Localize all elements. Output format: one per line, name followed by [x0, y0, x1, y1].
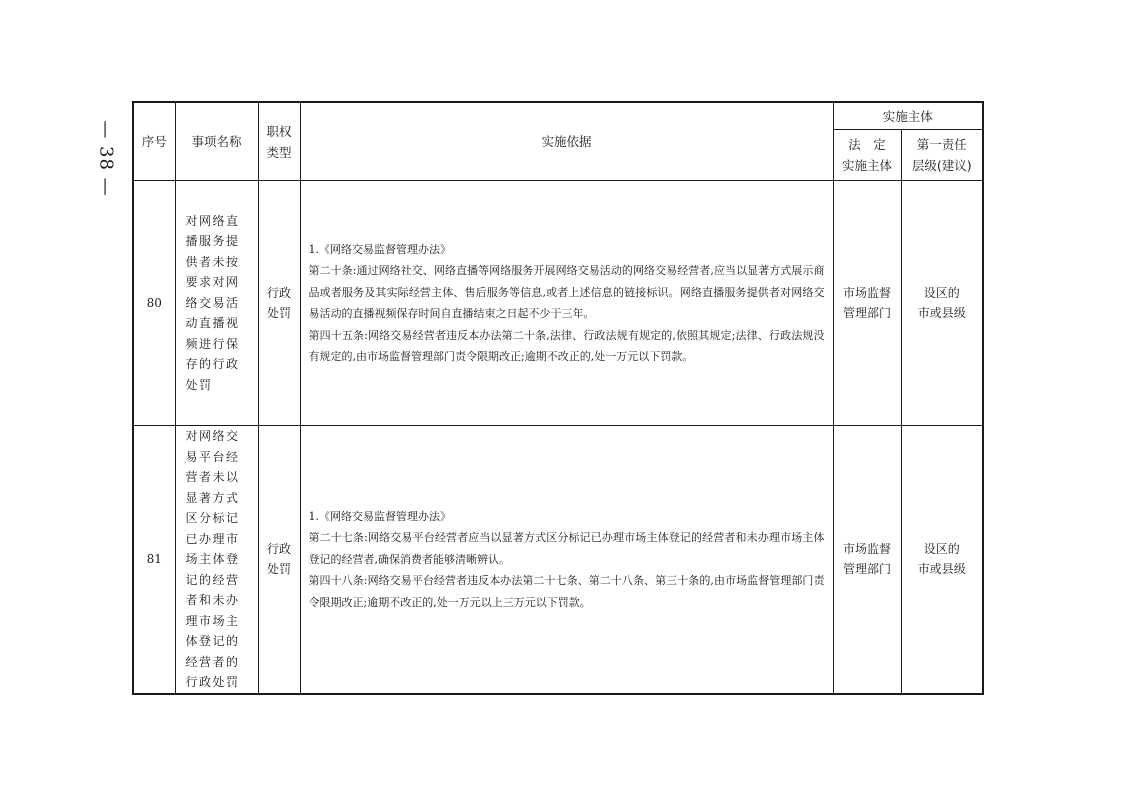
- header-first-responsibility: [901, 130, 983, 181]
- header-legal-subject: [833, 130, 901, 181]
- page-number-text: — 38 —: [95, 119, 117, 197]
- row-first-responsibility: [901, 181, 983, 426]
- row-legal-subject-line1: 市场监督: [842, 286, 891, 300]
- row-legal-subject: [833, 426, 901, 694]
- basis-source: 1.《网络交易监督管理办法》: [308, 242, 451, 256]
- row-legal-subject-line2: 管理部门: [842, 562, 891, 577]
- header-first-resp-line1: 第一责任: [916, 137, 967, 152]
- header-legal-subject-line1: 法 定: [848, 137, 886, 152]
- basis-source: 1.《网络交易监督管理办法》: [308, 509, 451, 523]
- header-item-name: 事项名称: [175, 102, 258, 181]
- basis-article: 第四十八条:网络交易平台经营者违反本办法第二十七条、第二十八条、第三十条的,由市场监督管理部门责令限期改正;逾期不改正的,处一万元以上三万元以下罚款。: [308, 574, 825, 609]
- header-no: 序号: [133, 102, 175, 181]
- basis-article: 第二十条:通过网络社交、网络直播等网络服务开展网络交易活动的网络交易经营者,应当以显著方式展示商品或者服务及其实际经营主体、售后服务等信息,或者上述信息的链接标识。网络直播服务提供者对网络交易活动的直播视频保存时间自直播结束之日起不少于三年。: [308, 264, 825, 320]
- row-legal-subject-line2: 管理部门: [842, 306, 891, 320]
- row-no: 81: [133, 426, 175, 694]
- header-legal-subject-line2: 实施主体: [841, 158, 892, 173]
- basis-article: 第四十五条:网络交易经营者违反本办法第二十条,法律、行政法规有规定的,依照其规定;法律、行政法规没有规定的,由市场监督管理部门责令限期改正;逾期不改正的,处一万元以下罚款。: [308, 328, 825, 363]
- table-row: [133, 181, 983, 426]
- row-first-resp-line1: 设区的: [923, 286, 960, 300]
- row-no: 80: [133, 181, 175, 426]
- row-basis: [300, 426, 833, 694]
- row-first-resp-line2: 市或县级: [917, 562, 966, 577]
- row-power-type-line2: 处罚: [266, 562, 291, 577]
- row-basis: [300, 181, 833, 426]
- table-row: [133, 426, 983, 694]
- row-item-name: 对网络交易平台经营者未以显著方式区分标记已办理市场主体登记的经营者和未办理市场主体登记的经营者的行政处罚: [175, 426, 258, 694]
- enforcement-items-table: [132, 101, 984, 695]
- row-legal-subject-line1: 市场监督: [842, 542, 891, 557]
- basis-article: 第二十七条:网络交易平台经营者应当以显著方式区分标记已办理市场主体登记的经营者和未办理市场主体登记的经营者,确保消费者能够清晰辨认。: [308, 531, 825, 566]
- header-row-top: [133, 102, 983, 130]
- row-power-type: [258, 181, 300, 426]
- header-power-type-line2: 类型: [266, 144, 292, 160]
- row-first-resp-line1: 设区的: [923, 542, 960, 557]
- row-power-type-line2: 处罚: [266, 306, 291, 320]
- row-legal-subject: [833, 181, 901, 426]
- header-power-type: [258, 102, 300, 181]
- page-number: [88, 118, 124, 198]
- row-power-type: [258, 426, 300, 694]
- header-power-type-line1: 职权: [266, 123, 292, 139]
- row-power-type-line1: 行政: [266, 286, 291, 300]
- row-first-resp-line2: 市或县级: [917, 306, 966, 320]
- row-item-name: 对网络直播服务提供者未按要求对网络交易活动直播视频进行保存的行政处罚: [175, 181, 258, 426]
- header-subject-group: 实施主体: [833, 102, 983, 130]
- header-basis: 实施依据: [300, 102, 833, 181]
- row-first-responsibility: [901, 426, 983, 694]
- header-first-resp-line2: 层级(建议): [911, 158, 972, 173]
- row-power-type-line1: 行政: [266, 542, 291, 557]
